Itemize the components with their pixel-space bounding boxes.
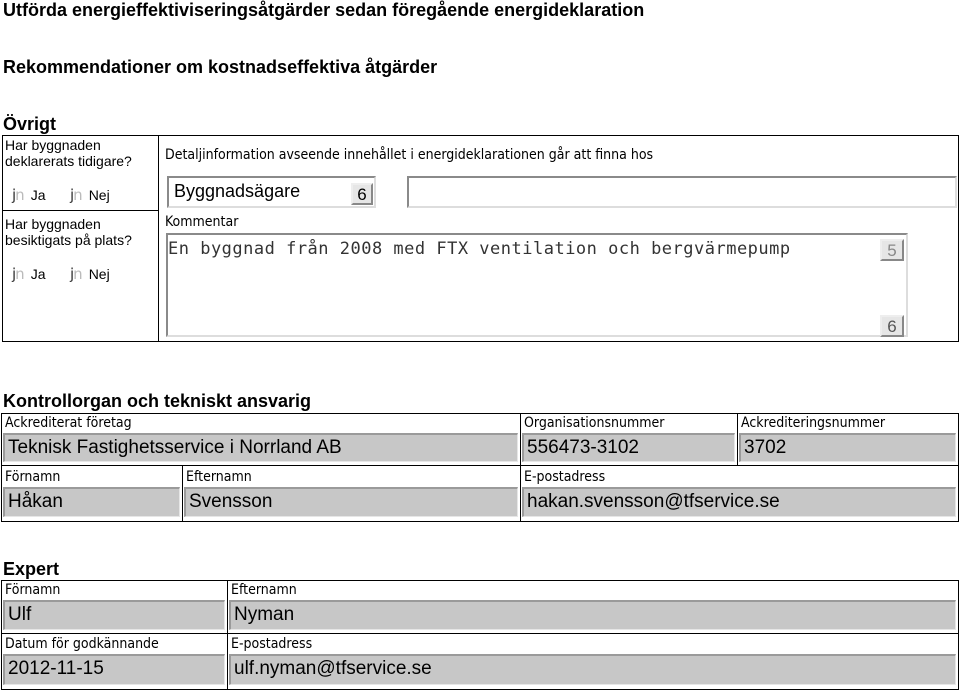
question-inspected: Har byggnaden besiktigats på plats? (5, 216, 132, 248)
accnr-field[interactable]: 3702 (739, 433, 956, 462)
expert-first-name-label: Förnamn (5, 582, 61, 598)
radio-inspected-yes[interactable]: jn Ja (12, 265, 46, 283)
owner-select[interactable] (167, 176, 376, 208)
heading-other: Övrigt (3, 114, 57, 134)
last-name-field[interactable]: Svensson (184, 487, 518, 517)
email-field[interactable]: hakan.svensson@tfservice.se (522, 487, 956, 517)
radio-inspected-no[interactable]: jn Nej (70, 265, 110, 283)
expert-last-name-label: Efternamn (231, 582, 297, 598)
first-name-label: Förnamn (5, 469, 61, 485)
orgnr-field[interactable]: 556473-3102 (522, 433, 735, 462)
last-name-label: Efternamn (186, 469, 252, 485)
comment-label: Kommentar (165, 214, 239, 230)
comment-value: En byggnad från 2008 med FTX ventilation och bergvärmepump (168, 239, 791, 259)
comment-scroll-up[interactable]: 5 (880, 239, 904, 261)
heading-control: Kontrollorgan och tekniskt ansvarig (3, 391, 312, 411)
orgnr-label: Organisationsnummer (524, 415, 665, 431)
heading-expert: Expert (3, 559, 60, 579)
owner-detail-field[interactable] (407, 176, 957, 208)
comment-textarea[interactable] (166, 233, 908, 337)
owner-value: Byggnadsägare (174, 181, 301, 201)
approval-date-label: Datum för godkännande (5, 636, 159, 652)
expert-email-field[interactable]: ulf.nyman@tfservice.se (229, 654, 956, 685)
approval-date-field[interactable]: 2012-11-15 (3, 654, 225, 685)
comment-scroll-down[interactable]: 6 (880, 315, 904, 337)
expert-last-name-field[interactable]: Nyman (229, 600, 956, 630)
radio-icon: jn (70, 186, 82, 204)
radio-declared-yes[interactable]: jn Ja (12, 186, 46, 204)
expert-first-name-field[interactable]: Ulf (3, 600, 225, 630)
company-field[interactable]: Teknisk Fastighetsservice i Norrland AB (3, 433, 518, 462)
heading-recommendations: Rekommendationer om kostnadseffektiva åtgärder (3, 57, 438, 77)
owner-counter[interactable]: 6 (351, 183, 373, 205)
first-name-field[interactable]: Håkan (3, 487, 180, 517)
radio-icon: jn (70, 265, 82, 283)
radio-declared-no[interactable]: jn Nej (70, 186, 110, 204)
detail-label: Detaljinformation avseende innehållet i energideklarationen går att finna hos (165, 147, 654, 163)
accnr-label: Ackrediteringsnummer (741, 415, 886, 431)
heading-measures-done: Utförda energieffektiviseringsåtgärder sedan föregående energideklaration (3, 0, 645, 20)
question-declared: Har byggnaden deklarerats tidigare? (5, 137, 132, 169)
radio-icon: jn (12, 265, 24, 283)
expert-email-label: E-postadress (231, 636, 313, 652)
company-label: Ackrediterat företag (5, 415, 132, 431)
email-label: E-postadress (524, 469, 606, 485)
radio-icon: jn (12, 186, 24, 204)
